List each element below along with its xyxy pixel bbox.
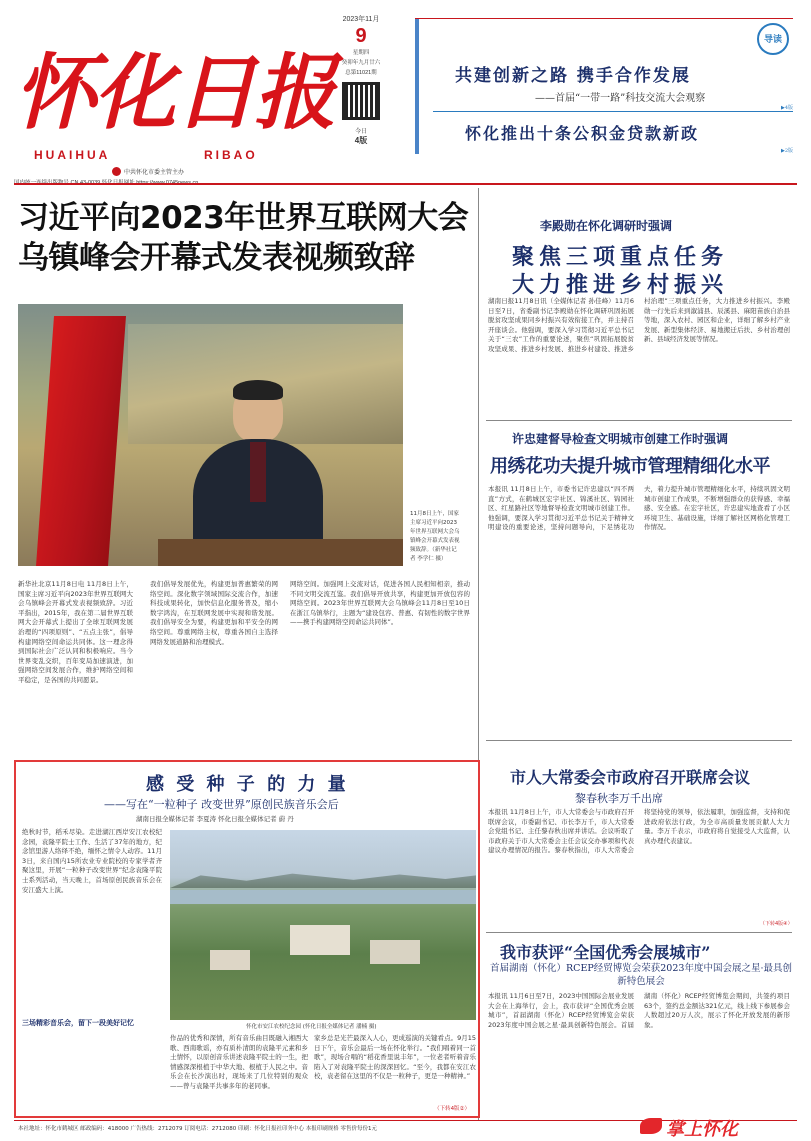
renda-sub: 黎春秋李万千出席 [575, 792, 663, 805]
date-weekday: 星期四 [352, 50, 370, 56]
desk [158, 539, 403, 566]
lead-headline-2: 乌镇峰会开幕式发表视频致辞 [18, 240, 415, 276]
renda-rule [486, 932, 792, 933]
masthead-pinyin-left: HUAIHUA [34, 148, 111, 162]
renda-continued[interactable]: （下转4版④） [760, 921, 793, 927]
li-headline-2: 大力推进乡村振兴 [512, 272, 729, 298]
masthead-pinyin-right: RIBAO [204, 148, 258, 162]
music-body-col3: 家乡总是光芒最深入人心，更成巡演的关键看点。9月15日下午，音乐会最后一场在怀化举行。“我们唱着同一首歌”，现场合唱的“稻花香里说丰年”，一位老者听着音乐陷入了对袁隆平院士的深深回忆。“至今，我都在安江农校，袁老留在这里的不仅是一粒种子，更是一种精神。” [314, 1034, 476, 1081]
music-body-col2: 作品的优秀和深情，所有音乐曲目既融入湘西大歌、西南歌谣，亦有质朴清朗的袁隆平元素和乡土情怀，以原创音乐讲述袁隆平院士的一生，把情感深深根植于中华大地、根植于人民之中。音乐会在长沙演出时，现场来了几位特别的观众——曾与袁隆平共事多年的老同事。 [170, 1034, 308, 1090]
xu-headline: 用绣花功夫提升城市管理精细化水平 [490, 456, 770, 477]
guide-item2-page[interactable]: ▶2版 [780, 148, 793, 154]
music-photo-caption: 怀化市安江农校纪念园 (怀化日报全媒体记者 潘楠 摄) [246, 1024, 377, 1030]
date-day: 9 [355, 25, 367, 47]
music-photo [170, 830, 476, 1020]
music-continued[interactable]: （下转4版②） [434, 1106, 470, 1112]
guide-item1-sub: ——首届“一带一路”科技交流大会观察 [535, 93, 706, 104]
pages-count: 4版 [354, 136, 368, 145]
issue-number: 总第11021期 [345, 70, 377, 76]
pages-label: 今日 [354, 129, 367, 135]
masthead [14, 10, 332, 185]
xu-kicker: 许忠建督导检查文明城市创建工作时强调 [512, 432, 729, 446]
masthead-rule [14, 183, 797, 185]
footer-brand-text: 掌上怀化 [666, 1119, 738, 1140]
guide-item1-page[interactable]: ▶4版 [780, 105, 793, 111]
footer-brand[interactable] [640, 1115, 800, 1140]
li-kicker: 李殿勋在怀化调研时强调 [540, 219, 673, 233]
li-body: 湖南日报11月8日讯（全媒体记者 孙佳峰）11月6日至7日，省委副书记李殿勋在怀化调研巩固拓展脱贫攻坚成果同乡村振兴有效衔接工作，并主持召开座谈会。他强调，要深入学习贯彻习近平总书记关于“三农”工作的重要论述，聚焦“巩固拓展脱贫攻坚成果、推进乡村发展、推进乡村建设、推进乡村治理”三项重点任务，大力推进乡村振兴。李殿勋一行先后来到溆浦县、辰溪县、麻阳苗族自治县等地，深入农村、园区和企业，详细了解乡村产业发展、新型集体经济、易地搬迁后扶、乡村治理创新、县域经济发展等情况。 [488, 297, 790, 353]
guide-item2-title[interactable]: 怀化推出十条公积金贷款新政 [465, 124, 700, 143]
masthead-title: 怀化日报 [14, 45, 334, 141]
guide-divider [433, 111, 793, 112]
guide-side-bar [415, 19, 419, 154]
music-headline: 感 受 种 子 的 力 量 [146, 774, 349, 795]
lead-headline-1: 习近平向2023年世界互联网大会 [18, 200, 469, 236]
lead-body-col1: 新华社北京11月8日电 11月8日上午，国家主席习近平向2023年世界互联网大会乌镇峰会开幕式发表视频致辞。习近平指出，2015年，我在第二届世界互联网大会开幕式上提出了全球互联网发展治理的“四项原则”、“五点主张”，倡导构建网络空间命运共同体。这一理念得到国际社会广泛认同和积极响应。当今世界变乱交织，百年变局加速演进，加强网络空间发展合作，维护网络空间和平稳定，是各国的共同愿景。 [18, 580, 133, 684]
guide-badge: 导读 [757, 23, 789, 55]
xu-body: 本报讯 11月8日上午，市委书记许忠建以“四不两直”方式，在鹤城区宏宇社区、锦溪社区、锦园社区、红星路社区等地督导检查文明城市创建工作。他强调，要深入学习贯彻习近平总书记关于精神文明建设的重要论述，坚持问题导向，下足绣花功夫，着力提升城市管理精细化水平，持续巩固文明城市创建工作成果，不断增强群众的获得感、幸福感、安全感。在宏宇社区，许忠建实地查看了小区环境卫生、基础设施，详细了解社区网格化管理工作情况。 [488, 485, 790, 532]
date-block [335, 14, 387, 179]
footer-line: 本社地址：怀化市鹤城区 邮政编码：418000 广告热线：2712079 订阅电话：2712080 印刷：怀化日报社印务中心 本报印刷规格 零售价每份1元 [18, 1126, 377, 1132]
li-headline-1: 聚焦三项重点任务 [512, 244, 729, 270]
xu-rule [486, 740, 792, 741]
li-rule [486, 420, 792, 421]
award-headline: 我市获评“全国优秀会展城市” [500, 943, 711, 962]
award-sub: 首届湖南（怀化）RCEP经贸博览会荣获2023年度中国会展之星·最具创新特色展会 [490, 963, 792, 987]
music-subsection-title: 三场精彩音乐会，留下一段美好记忆 [22, 1018, 134, 1027]
renda-headline: 市人大常委会市政府召开联席会议 [510, 768, 751, 787]
lead-body-col3: 网络空间。加强网上交流对话，促进各国人民相知相亲，推动不同文明交流互鉴。我们倡导开放共享，构建更加开放包容的网络空间。2023年世界互联网大会乌镇峰会11月8日至10日在浙江乌镇举行，主题为“建设包容、普惠、有韧性的数字世界——携手构建网络空间命运共同体”。 [290, 580, 470, 627]
brand-logo-icon [640, 1118, 662, 1134]
date-lunar: 癸卯年九月廿六 [341, 60, 381, 66]
lead-body-col2: 我们倡导发展优先，构建更加普惠繁荣的网络空间。深化数字领域国际交流合作，加速科技成果转化，加快信息化服务普及，缩小数字鸿沟，在互联网发展中实现和谐发展。我们倡导安全为要，构建更加和平安全的网络空间。尊重网络主权，尊重各国自主选择网络发展道路和治理模式。 [150, 580, 278, 646]
qr-code[interactable] [342, 82, 380, 120]
music-subhead: ——写在“一粒种子 改变世界”原创民族音乐会后 [104, 798, 339, 811]
music-body-col1: 绝秋时节，稻禾尽染。走进湖江西岸安江农校纪念园，袁隆平院士工作、生活了37年的地方，纪念馆里游人络绎不绝，缅怀之情令人动容。11月3日，来自国内15所农业专业院校的专家学者齐聚这里，开展“一粒种子改变世界”纪念袁隆平院士系列活动，当天晚上，首场原创民族音乐会在安江盛大上演。 [22, 828, 162, 894]
lead-photo-caption: 11月8日上午，国家主席习近平向2023年世界互联网大会乌镇峰会开幕式发表视频致辞。（新华社记者 李学仁 摄） [410, 511, 460, 562]
lead-photo [18, 304, 403, 566]
renda-body: 本报讯 11月8日上午，市人大常委会与市政府召开联席会议，市委副书记、市长李万千，市人大常委会党组书记、主任黎春秋出席并讲话。会议听取了市政府关于市人大常委会主任会议交办事项和代表建议办理情况的报告。黎春秋指出，市人大常委会将坚持党的领导，依法履职，加强监督，支持和促进政府依法行政，为全市高质量发展贡献人大力量。李万千表示，市政府将自觉接受人大监督，认真办理代表建议。 [488, 808, 790, 855]
music-feature-box [14, 760, 480, 1118]
music-byline: 湖南日报全媒体记者 李夏涛 怀化日报全媒体记者 蔚 丹 [136, 815, 294, 823]
masthead-sponsor: 中共怀化市委主管主办 [124, 170, 185, 176]
award-body: 本报讯 11月6日至7日，2023中国国际会展业发展大会在上海举行，会上，我市获评“全国优秀会展城市”，首届湖南（怀化）RCEP经贸博览会荣获2023年度中国会展之星·最具创新特色展会。首届湖南（怀化）RCEP经贸博览会期间，共签约项目63个，签约总金额达321亿元，线上线下参展参会人数超过20万人次，展示了怀化开放发展的新形象。 [488, 992, 790, 1029]
guide-item1-title[interactable]: 共建创新之路 携手合作发展 [455, 66, 691, 86]
date-month: 2023年11月 [342, 16, 380, 23]
flag-icon [36, 316, 126, 566]
party-emblem [112, 167, 121, 176]
guide-box [415, 18, 793, 153]
